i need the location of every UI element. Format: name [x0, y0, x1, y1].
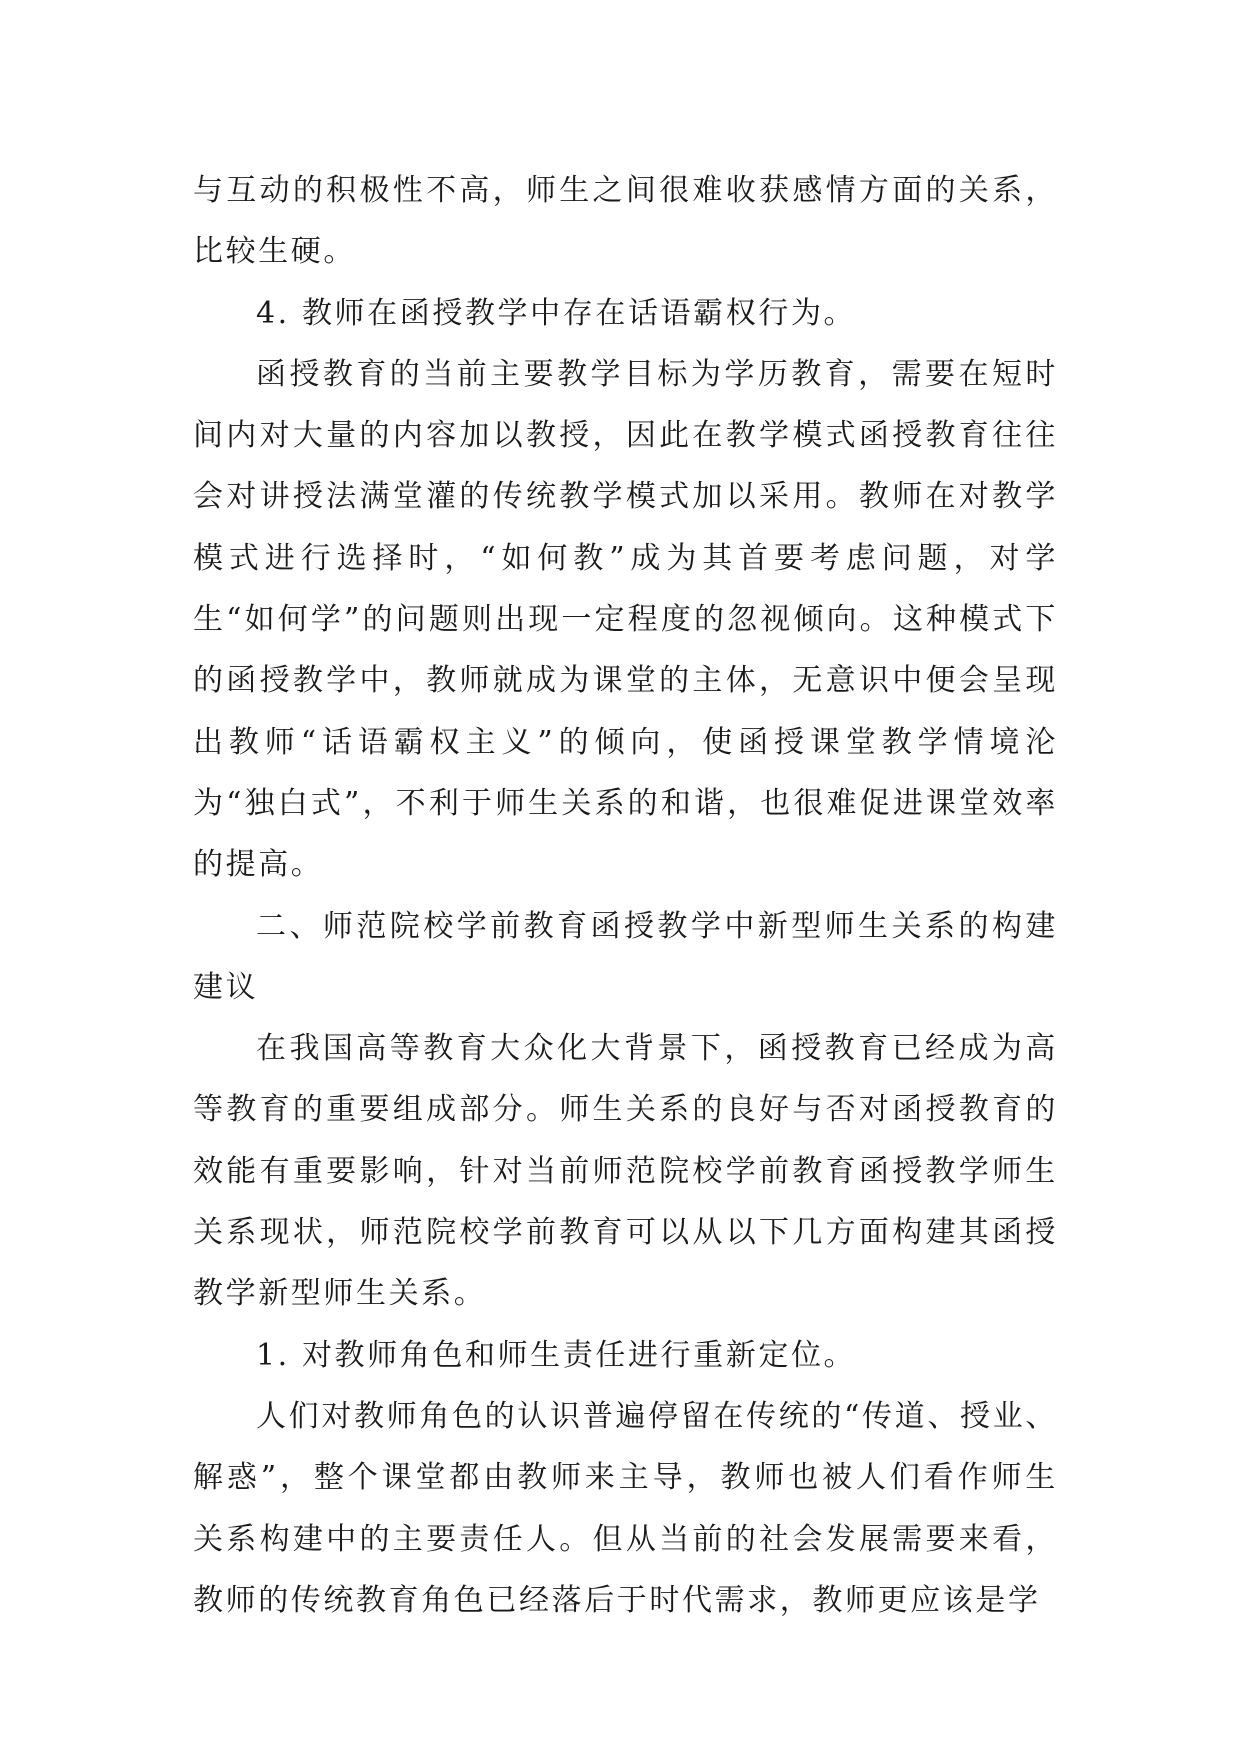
paragraph-teacher-role: 人们对教师角色的认识普遍停留在传统的“传道、授业、解惑”，整个课堂都由教师来主导，教师也被人们看作师生关系构建中的主要责任人。但从当前的社会发展需要来看，教师的传统教育角色已经落后于时代需求，教师更应该是学 [193, 1398, 1058, 1618]
heading-point-1: 1. 对教师角色和师生责任进行重新定位。 [256, 1337, 857, 1373]
paragraph-correspondence-teaching-mode: 函授教育的当前主要教学目标为学历教育，需要在短时间内对大量的内容加以教授，因此在教学模式函授教育往往会对讲授法满堂灌的传统教学模式加以采用。教师在对教学模式进行选择时，“如何教”成为其首要考虑问题，对学生“如何学”的问题则出现一定程度的忽视倾向。这种模式下的函授教学中，教师就成为课堂的主体，无意识中便会呈现出教师“话语霸权主义”的倾向，使函授课堂教学情境沦为“独白式”，不利于师生关系的和谐，也很难促进课堂效率的提高。 [193, 356, 1058, 883]
paragraph-continuation: 与互动的积极性不高，师生之间很难收获感情方面的关系，比较生硬。 [193, 173, 1058, 270]
section-heading-2: 二、师范院校学前教育函授教学中新型师生关系的构建建议 [193, 908, 1058, 1005]
body-text [193, 160, 1058, 1631]
paragraph-higher-education-context: 在我国高等教育大众化大背景下，函授教育已经成为高等教育的重要组成部分。师生关系的良好与否对函授教育的效能有重要影响，针对当前师范院校学前教育函授教学师生关系现状，师范院校学前教育可以从以下几方面构建其函授教学新型师生关系。 [193, 1031, 1058, 1312]
heading-point-4: 4. 教师在函授教学中存在话语霸权行为。 [256, 295, 857, 331]
